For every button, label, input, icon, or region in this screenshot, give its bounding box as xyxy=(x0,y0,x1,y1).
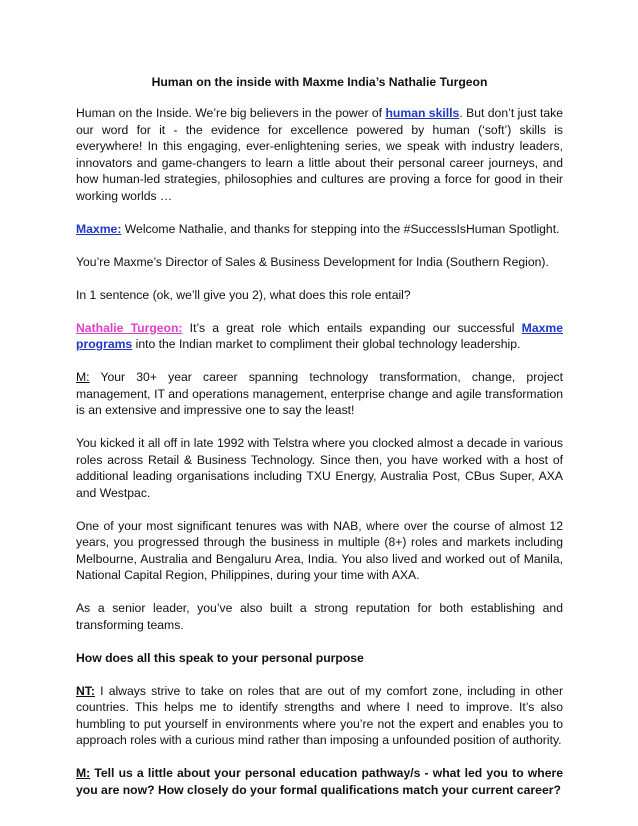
intro-paragraph xyxy=(76,105,563,204)
nab-paragraph: One of your most significant tenures was with NAB, where over the course of almost 12 years, you progressed through the business in multiple (8+) roles and markets including Melbourne, Australia and Bengaluru Area, India. You also lived and worked out of Manila, National Capital Region, Philippines, during your time with AXA. xyxy=(76,518,563,582)
question-purpose: How does all this speak to your personal purpose xyxy=(76,650,364,665)
intro-text-2: . But don’t just take our word for it - the evidence for excellence powered by human (‘soft’) skills is everywhere! In this engaging, ever-enlightening series, we speak with industry leaders, innovators and game-changers to learn a little about their personal career journeys, and how human-led strategies, philosophies and cultures are proving a force for good in their working worlds … xyxy=(76,106,564,203)
answer-role-text-2: into the Indian market to compliment their global technology leadership. xyxy=(132,337,521,351)
maxme-programs-link[interactable]: Maxme programs xyxy=(76,320,563,351)
human-skills-link[interactable]: human skills xyxy=(385,106,460,120)
answer-purpose-paragraph xyxy=(76,683,563,749)
nathalie-speaker-label: Nathalie Turgeon: xyxy=(76,320,183,335)
career-paragraph xyxy=(76,369,563,419)
answer-role-paragraph xyxy=(76,320,563,353)
intro-text-1: Human on the Inside. We’re big believers in the power of xyxy=(76,106,386,120)
telstra-paragraph: You kicked it all off in late 1992 with Telstra where you clocked almost a decade in various roles across Retail & Business Technology. Since then, you have worked with a host of additional leading organisations including TXU Energy, Australia Post, CBus Super, AXA and Westpac. xyxy=(76,436,563,500)
question-education-text: Tell us a little about your personal education pathway/s - what led you to where you are now? How closely do your formal qualifications match your current career? xyxy=(76,766,563,797)
leader-paragraph: As a senior leader, you’ve also built a strong reputation for both establishing and transforming teams. xyxy=(76,601,563,632)
role-paragraph: You’re Maxme’s Director of Sales & Business Development for India (Southern Region). xyxy=(76,254,549,269)
question-education-paragraph xyxy=(76,765,563,798)
document-body xyxy=(76,74,563,815)
answer-role-text-1: It’s a great role which entails expanding our successful xyxy=(182,320,522,335)
answer-purpose-text: I always strive to take on roles that are out of my comfort zone, including in other countries. This helps me to identify strengths and where I need to improve. It’s also humbling to put yourself in environments where you’re not the expert and enables you to approach roles with a curious mind rather than imposing a unfounded position of authority. xyxy=(76,683,563,747)
maxme-speaker-link[interactable]: Maxme: xyxy=(76,221,122,236)
welcome-text: Welcome Nathalie, and thanks for stepping into the #SuccessIsHuman Spotlight. xyxy=(121,221,560,236)
welcome-paragraph xyxy=(76,221,563,238)
m-speaker-label-2: M: xyxy=(76,766,91,780)
nt-speaker-label: NT: xyxy=(76,683,95,698)
m-speaker-label: M: xyxy=(76,370,90,384)
document-title: Human on the inside with Maxme India’s Nathalie Turgeon xyxy=(151,75,488,89)
question-role: In 1 sentence (ok, we’ll give you 2), what does this role entail? xyxy=(76,287,411,302)
career-text: Your 30+ year career spanning technology transformation, change, project management, IT and operations management, enterprise change and agile transformation is an extensive and impressive one to say the least! xyxy=(76,370,563,417)
